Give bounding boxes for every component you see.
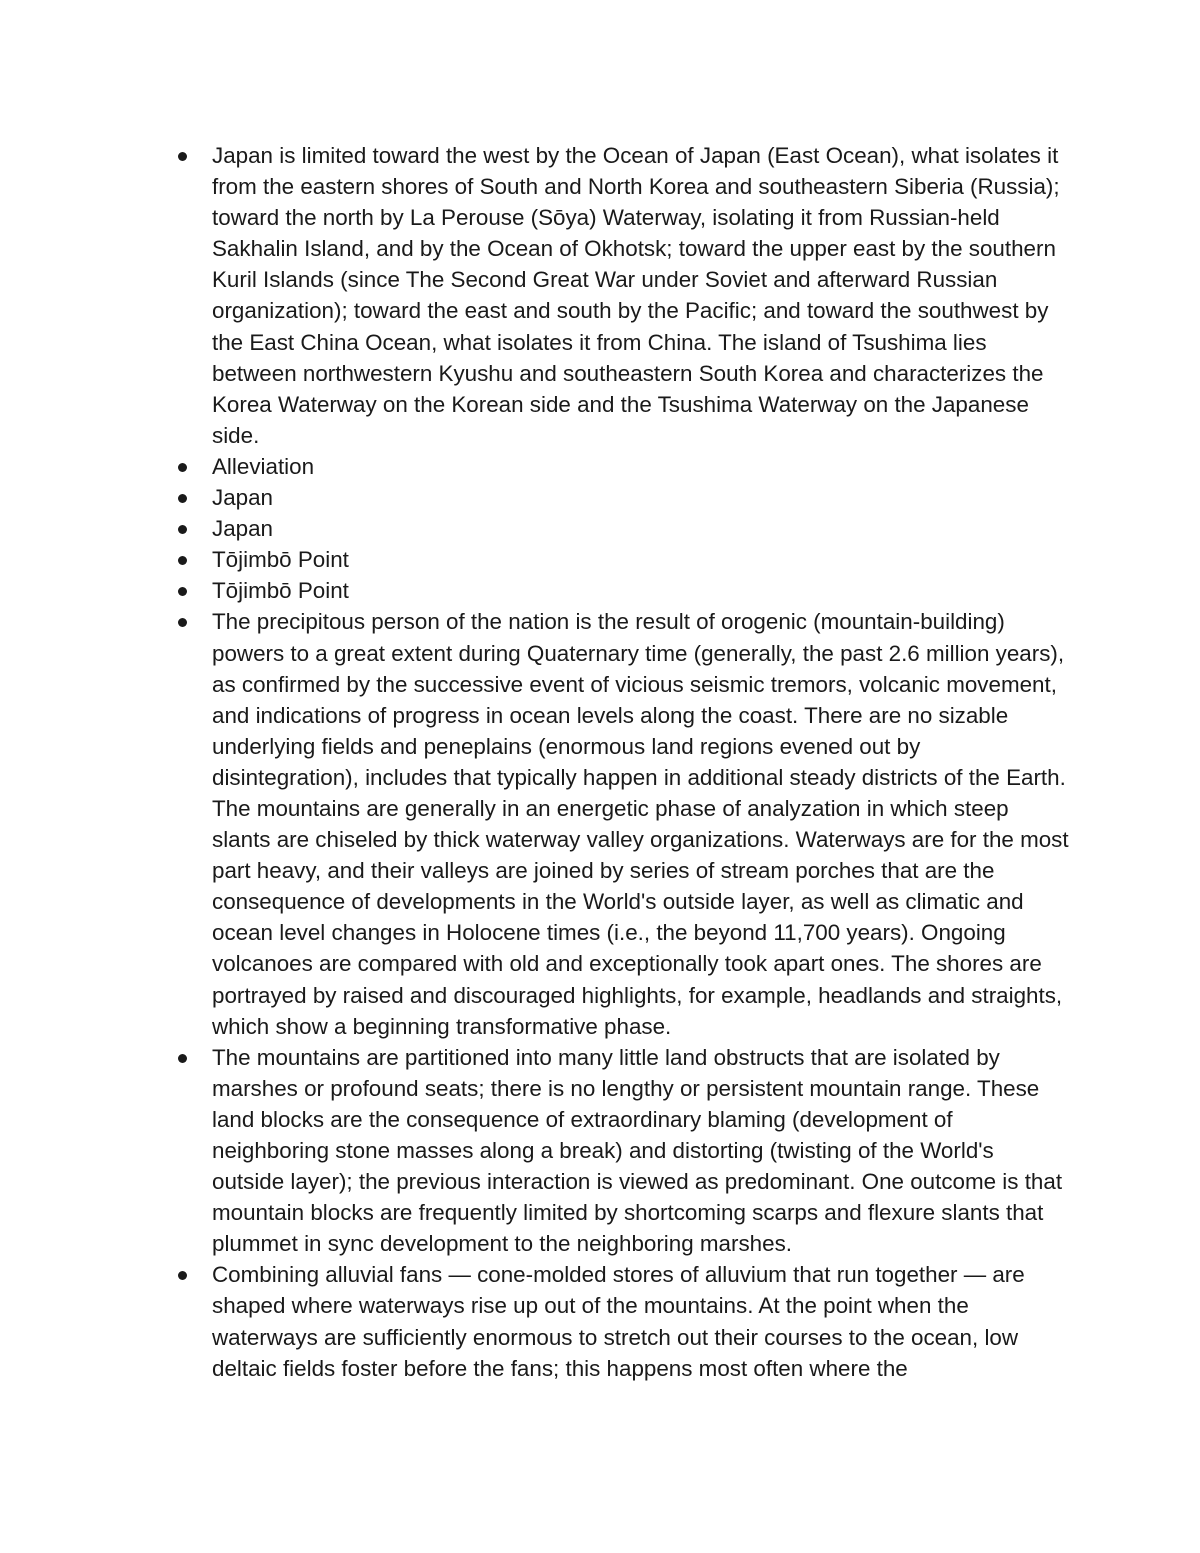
list-item — [212, 482, 1072, 513]
list-item — [212, 1042, 1072, 1260]
bullet-icon — [178, 494, 187, 503]
list-item-text: Tōjimbō Point — [212, 547, 349, 573]
list-item-text: Japan — [212, 516, 274, 542]
list-item-text: Alleviation — [212, 453, 315, 479]
list-item — [212, 606, 1072, 1041]
bullet-icon — [178, 556, 187, 565]
list-item — [212, 1259, 1072, 1383]
bullet-icon — [178, 463, 187, 472]
list-item-text: The mountains are partitioned into many little land obstructs that are isolated by marshes or profound seats; there is no lengthy or persistent mountain range. These land blocks are the consequence of extraordinary blaming (development of neighboring stone masses along a break) and distorting (twisting of the World's outside layer); the previous interaction is viewed as predominant. One outcome is that mountain blocks are frequently limited by shortcoming scarps and flexure slants that plummet in sync development to the neighboring marshes. — [212, 1044, 1063, 1257]
bullet-icon — [178, 525, 187, 534]
list-item — [212, 575, 1072, 606]
list-item — [212, 140, 1072, 451]
bullet-icon — [178, 1054, 187, 1063]
bullet-icon — [178, 587, 187, 596]
list-item-text: Tōjimbō Point — [212, 578, 349, 604]
list-item — [212, 544, 1072, 575]
bullet-icon — [178, 1271, 187, 1280]
list-item-text: Japan — [212, 485, 274, 511]
list-item-text: Japan is limited toward the west by the Ocean of Japan (East Ocean), what isolates it from the eastern shores of South and North Korea and southeastern Siberia (Russia); toward the north by La Perouse (Sōya) Waterway, isolating it from Russian-held Sakhalin Island, and by the Ocean of Okhotsk; toward the upper east by the southern Kuril Islands (since The Second Great War under Soviet and afterward Russian organization); toward the east and south by the Pacific; and toward the southwest by the East China Ocean, what isolates it from China. The island of Tsushima lies between northwestern Kyushu and southeastern South Korea and characterizes the Korea Waterway on the Korean side and the Tsushima Waterway on the Japanese side. — [212, 143, 1060, 448]
list-item — [212, 513, 1072, 544]
bullet-icon — [178, 152, 187, 161]
bullet-list — [212, 140, 1072, 1384]
bullet-icon — [178, 618, 187, 627]
list-item-text: The precipitous person of the nation is the result of orogenic (mountain-building) powers to a great extent during Quaternary time (generally, the past 2.6 million years), as confirmed by the successive event of vicious seismic tremors, volcanic movement, and indications of progress in ocean levels along the coast. There are no sizable underlying fields and peneplains (enormous land regions evened out by disintegration), includes that typically happen in additional steady districts of the Earth. The mountains are generally in an energetic phase of analyzation in which steep slants are chiseled by thick waterway valley organizations. Waterways are for the most part heavy, and their valleys are joined by series of stream porches that are the consequence of developments in the World's outside layer, as well as climatic and ocean level changes in Holocene times (i.e., the beyond 11,700 years). Ongoing volcanoes are compared with old and exceptionally took apart ones. The shores are portrayed by raised and discouraged highlights, for example, headlands and straights, which show a beginning transformative phase. — [212, 609, 1069, 1039]
list-item — [212, 451, 1072, 482]
list-item-text: Combining alluvial fans — cone-molded stores of alluvium that run together — are shaped where waterways rise up out of the mountains. At the point when the waterways are sufficiently enormous to stretch out their courses to the ocean, low deltaic fields foster before the fans; this happens most often where the — [212, 1262, 1025, 1381]
